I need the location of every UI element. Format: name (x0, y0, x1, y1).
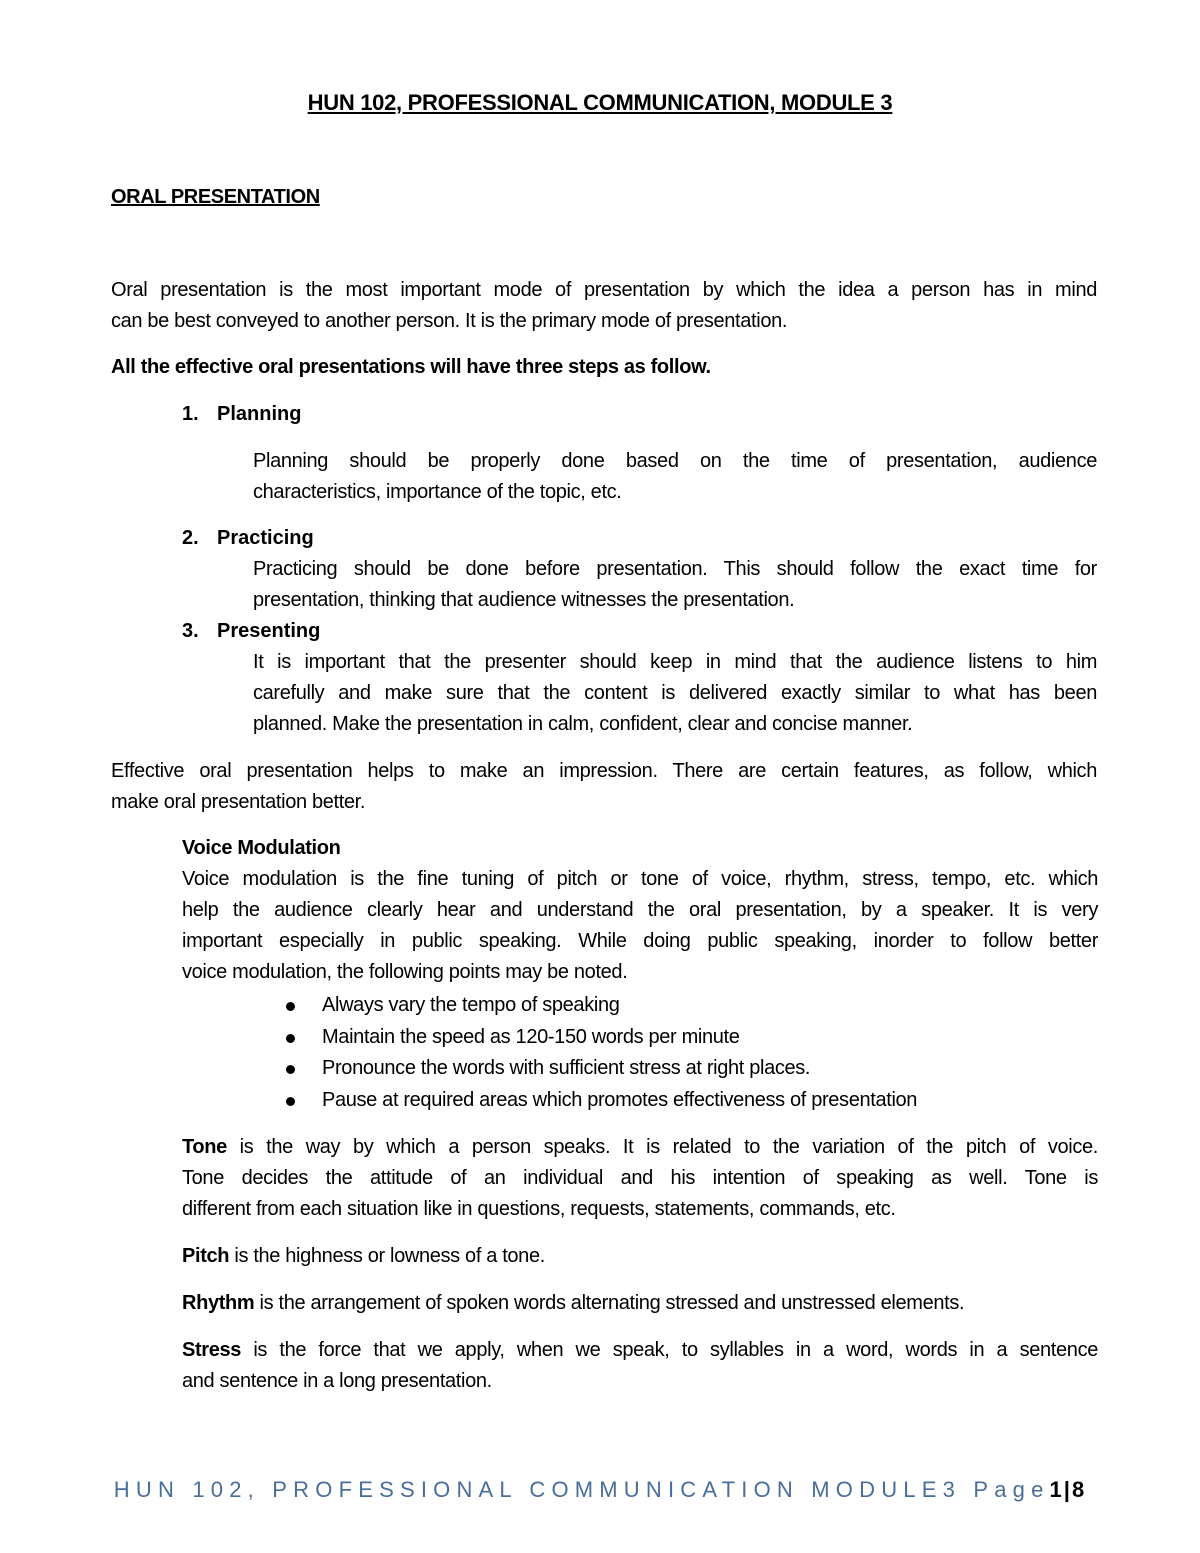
bullet-item-1: Always vary the tempo of speaking (322, 994, 620, 1016)
intro-line-1: Oral presentation is the most important mode of presentation by which the idea a person has in mind (111, 279, 1097, 301)
bullet-item-2: Maintain the speed as 120-150 words per minute (322, 1026, 740, 1048)
step-1-line-2: characteristics, importance of the topic, etc. (253, 481, 622, 503)
bullet-dot-icon (286, 1065, 295, 1074)
step-2-line-1: Practicing should be done before presentation. This should follow the exact time for (253, 558, 1097, 580)
step-1-line-1: Planning should be properly done based on the time of presentation, audience (253, 450, 1097, 472)
features-line-1: Effective oral presentation helps to make an impression. There are certain features, as follow, which (111, 760, 1097, 782)
pitch-definition: is the highness or lowness of a tone. (229, 1245, 545, 1267)
steps-intro: All the effective oral presentations will have three steps as follow. (111, 356, 711, 378)
tone-line-1 (182, 1132, 1098, 1163)
tone-definition: is the way by which a person speaks. It is related to the variation of the pitch of voice. (226, 1136, 1098, 1158)
footer-separator: | (1063, 1477, 1072, 1502)
stress-line-1 (182, 1335, 1098, 1366)
tone-line-2: Tone decides the attitude of an individual and his intention of speaking as well. Tone is (182, 1167, 1098, 1189)
voice-line-2: help the audience clearly hear and understand the oral presentation, by a speaker. It is very (182, 899, 1098, 921)
step-1-number: 1. (182, 403, 199, 425)
stress-term: Stress (182, 1339, 242, 1361)
step-2-number: 2. (182, 527, 199, 549)
tone-line-3: different from each situation like in questions, requests, statements, commands, etc. (182, 1198, 896, 1220)
rhythm-definition-line (182, 1288, 964, 1319)
tone-term: Tone (182, 1136, 227, 1158)
step-2-title: Practicing (217, 527, 314, 549)
rhythm-term: Rhythm (182, 1292, 255, 1314)
footer-total-pages: 8 (1071, 1477, 1087, 1502)
pitch-term: Pitch (182, 1245, 230, 1267)
footer-text: HUN 102, PROFESSIONAL COMMUNICATION MODULE3 Page (113, 1477, 1050, 1502)
step-3-line-2: carefully and make sure that the content is delivered exactly similar to what has been (253, 682, 1097, 704)
rhythm-definition: is the arrangement of spoken words alternating stressed and unstressed elements. (254, 1292, 965, 1314)
intro-line-2: can be best conveyed to another person. It is the primary mode of presentation. (111, 310, 788, 332)
step-2-line-2: presentation, thinking that audience witnesses the presentation. (253, 589, 795, 611)
voice-line-1: Voice modulation is the fine tuning of pitch or tone of voice, rhythm, stress, tempo, etc. which (182, 868, 1098, 890)
footer-page-number: 1 (1049, 1477, 1064, 1502)
bullet-item-4: Pause at required areas which promotes effectiveness of presentation (322, 1089, 918, 1111)
voice-line-4: voice modulation, the following points may be noted. (182, 961, 628, 983)
bullet-dot-icon (286, 1002, 295, 1011)
step-3-title: Presenting (217, 620, 321, 642)
stress-line-2: and sentence in a long presentation. (182, 1370, 492, 1392)
voice-modulation-heading: Voice Modulation (182, 837, 341, 859)
page-footer (0, 1474, 1200, 1505)
bullet-item-3: Pronounce the words with sufficient stress at right places. (322, 1057, 811, 1079)
step-3-line-3: planned. Make the presentation in calm, confident, clear and concise manner. (253, 713, 913, 735)
step-3-number: 3. (182, 620, 199, 642)
document-title: HUN 102, PROFESSIONAL COMMUNICATION, MODULE 3 (307, 90, 893, 115)
features-line-2: make oral presentation better. (111, 791, 366, 813)
bullet-dot-icon (286, 1034, 295, 1043)
bullet-dot-icon (286, 1097, 295, 1106)
stress-definition: is the force that we apply, when we speak, to syllables in a word, words in a sentence (241, 1339, 1098, 1361)
section-heading: ORAL PRESENTATION (111, 186, 320, 208)
voice-line-3: important especially in public speaking. While doing public speaking, inorder to follow better (182, 930, 1098, 952)
step-1-title: Planning (217, 403, 302, 425)
pitch-definition-line (182, 1241, 545, 1272)
step-3-line-1: It is important that the presenter should keep in mind that the audience listens to him (253, 651, 1097, 673)
